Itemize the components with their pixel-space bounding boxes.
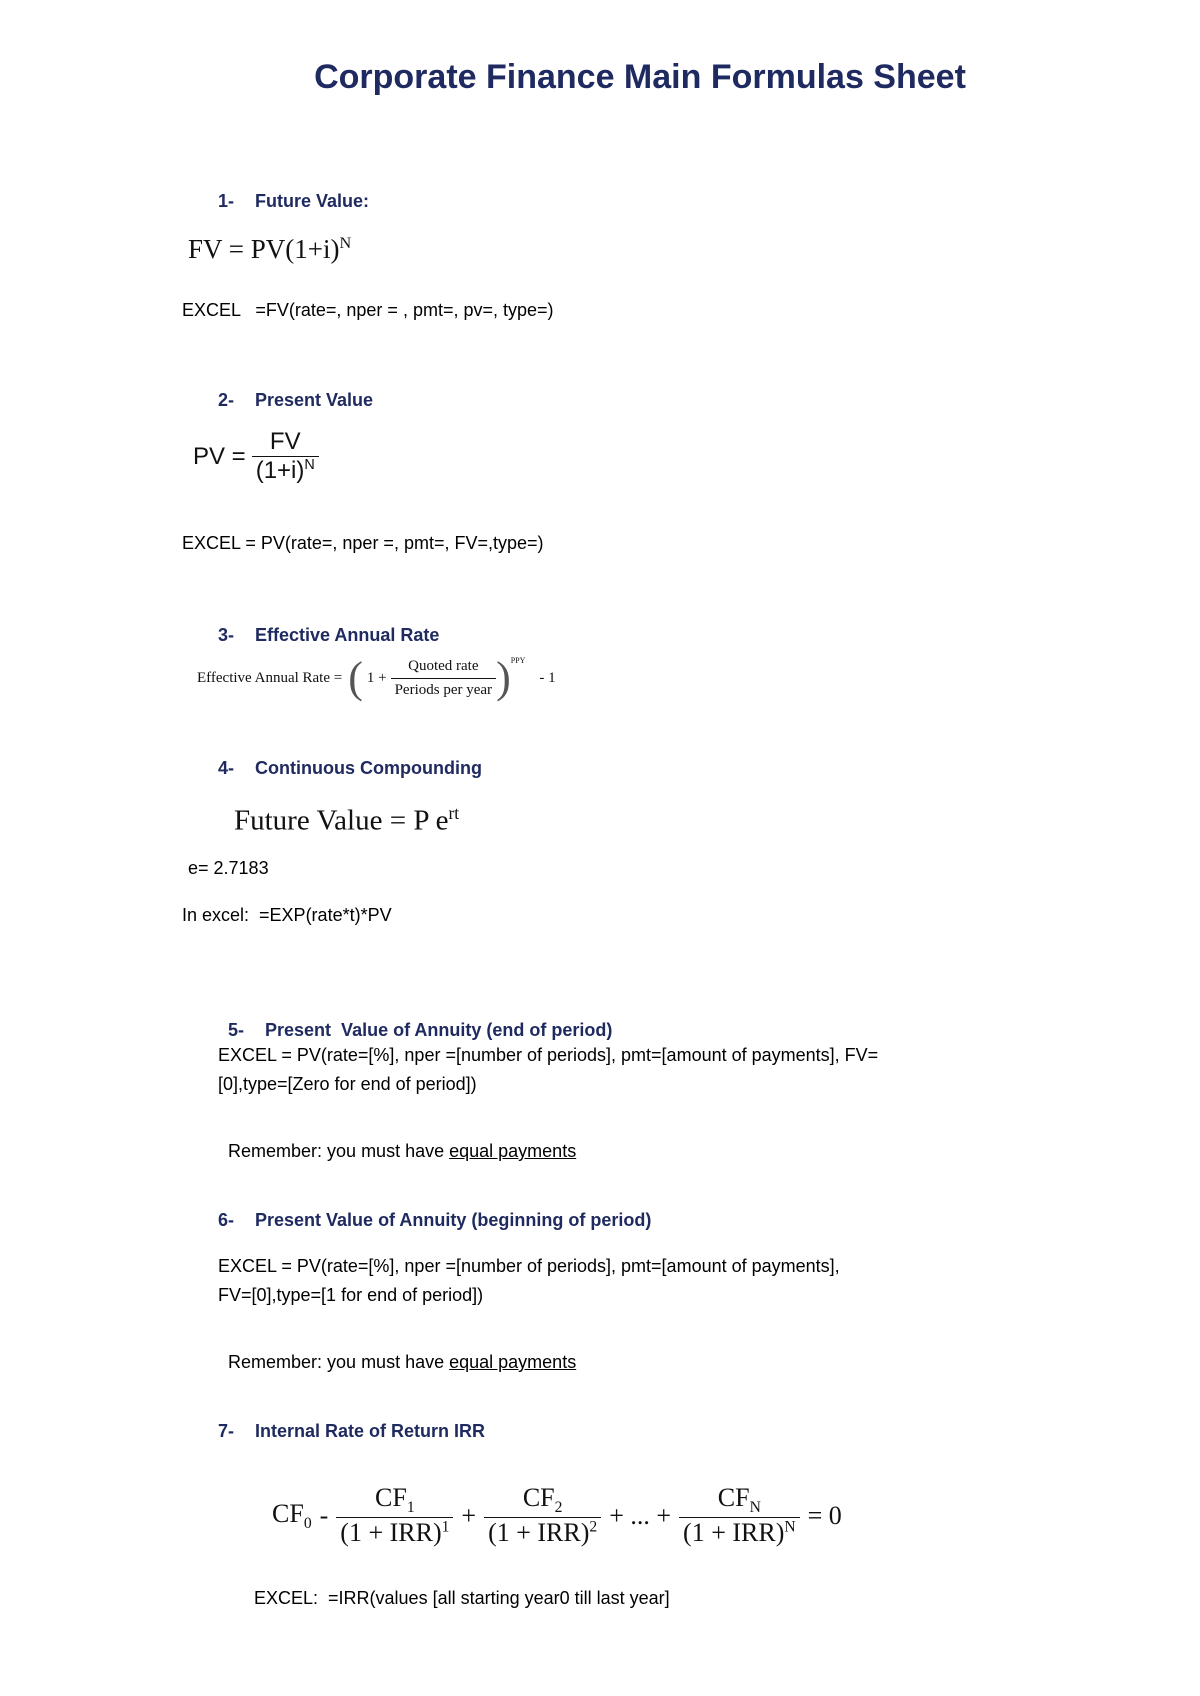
section-number: 4- (218, 758, 235, 778)
denominator-exponent: 2 (589, 1518, 598, 1536)
remember-note-6 (218, 1331, 576, 1373)
denominator-exponent: 1 (441, 1518, 450, 1536)
formula-numerator: FV (269, 428, 301, 455)
section-2-heading (218, 390, 373, 411)
formula-denominator (252, 456, 319, 485)
excel-irr-line: EXCEL: =IRR(values [all starting year0 till last year] (254, 1588, 670, 1608)
section-number: 3- (218, 625, 235, 645)
remember-prefix: Remember: you must have (228, 1141, 450, 1161)
remember-prefix: Remember: you must have (228, 1352, 450, 1372)
section-3-heading (218, 625, 439, 646)
section-title: Present Value of Annuity (beginning of period) (255, 1210, 652, 1230)
term-2-numerator (519, 1483, 567, 1517)
formula-text: Future Value = P e (234, 804, 449, 837)
section-number: 6- (218, 1210, 235, 1230)
irr-term-2 (484, 1483, 601, 1548)
formula-fraction (391, 658, 496, 699)
excel-fv-line: EXCEL =FV(rate=, nper = , pmt=, pv=, type=) (182, 300, 554, 320)
formula-rhs: PV(1+i) (250, 234, 340, 264)
equals-zero: = 0 (807, 1500, 842, 1530)
excel-annuity-begin-line-2: FV=[0],type=[1 for end of period]) (218, 1285, 484, 1305)
section-title: Present Value of Annuity (end of period) (265, 1020, 613, 1040)
excel-exp-line: In excel: =EXP(rate*t)*PV (182, 905, 392, 925)
formula-exponent: PPY (510, 656, 526, 665)
future-value-formula (188, 234, 351, 265)
denominator-text: (1 + IRR) (488, 1518, 590, 1548)
effective-annual-rate-formula (197, 653, 556, 702)
denominator-exponent: N (304, 457, 315, 473)
remember-emphasis: equal payments (449, 1352, 577, 1372)
numerator-text: CF (717, 1483, 750, 1512)
irr-formula (272, 1483, 842, 1548)
section-title: Effective Annual Rate (255, 625, 440, 645)
formula-numerator: Quoted rate (408, 657, 479, 674)
section-title: Present Value (255, 390, 374, 410)
excel-annuity-end-line-2: [0],type=[Zero for end of period]) (218, 1074, 477, 1094)
cf0-term (272, 1499, 312, 1533)
formula-equals: = (228, 234, 245, 264)
section-1-heading (218, 191, 369, 212)
section-6-heading (218, 1210, 651, 1231)
section-5-heading (218, 999, 612, 1041)
section-number: 7- (218, 1421, 235, 1441)
formula-tail: - 1 (539, 669, 556, 686)
section-number: 5- (228, 1020, 245, 1040)
plus-sign: + (461, 1500, 477, 1530)
formula-one-plus: 1 + (366, 669, 387, 686)
denominator-exponent: N (784, 1518, 796, 1536)
excel-pv-line: EXCEL = PV(rate=, nper =, pmt=, FV=,type=) (182, 533, 544, 553)
numerator-subscript: N (749, 1499, 761, 1517)
open-paren: ( (348, 653, 363, 702)
numerator-subscript: 1 (406, 1499, 415, 1517)
formula-exponent: rt (448, 803, 460, 823)
term-1-numerator (371, 1483, 419, 1517)
excel-annuity-begin-line-1: EXCEL = PV(rate=[%], nper =[number of periods], pmt=[amount of payments], (218, 1256, 840, 1276)
formula-lhs: FV (188, 234, 223, 264)
numerator-text: CF (522, 1483, 555, 1512)
formula-lhs: PV = (193, 442, 246, 470)
denominator-text: (1 + IRR) (340, 1518, 442, 1548)
section-title: Continuous Compounding (255, 758, 482, 778)
formula-fraction (252, 428, 319, 485)
excel-annuity-end-line-1: EXCEL = PV(rate=[%], nper =[number of periods], pmt=[amount of payments], FV= (218, 1045, 879, 1065)
section-7-heading (218, 1421, 485, 1442)
cf0-subscript: 0 (303, 1514, 312, 1532)
section-number: 1- (218, 191, 235, 211)
term-n-numerator (714, 1483, 765, 1517)
minus-sign: - (319, 1500, 329, 1530)
remember-note-5 (218, 1120, 576, 1162)
section-title: Internal Rate of Return IRR (255, 1421, 486, 1441)
cf0-text: CF (272, 1498, 304, 1528)
term-1-denominator (336, 1517, 453, 1548)
close-paren: ) (496, 653, 511, 702)
present-value-formula (193, 428, 319, 485)
section-number: 2- (218, 390, 235, 410)
section-4-heading (218, 758, 482, 779)
formula-exponent: N (339, 234, 352, 252)
e-constant-line: e= 2.7183 (188, 858, 269, 878)
term-n-denominator (679, 1517, 800, 1548)
formula-denominator: Periods per year (391, 678, 496, 699)
irr-term-1 (336, 1483, 453, 1548)
continuous-compounding-formula (234, 803, 459, 838)
irr-term-n (679, 1483, 800, 1548)
ellipsis-plus: + ... + (609, 1500, 672, 1530)
term-2-denominator (484, 1517, 601, 1548)
remember-emphasis: equal payments (449, 1141, 577, 1161)
denominator-text: (1+i) (255, 457, 305, 484)
numerator-text: CF (375, 1483, 407, 1512)
denominator-text: (1 + IRR) (683, 1518, 785, 1548)
section-title: Future Value: (255, 191, 370, 211)
formula-lhs: Effective Annual Rate = (197, 669, 343, 686)
numerator-subscript: 2 (554, 1499, 563, 1517)
page-title: Corporate Finance Main Formulas Sheet (314, 58, 966, 96)
